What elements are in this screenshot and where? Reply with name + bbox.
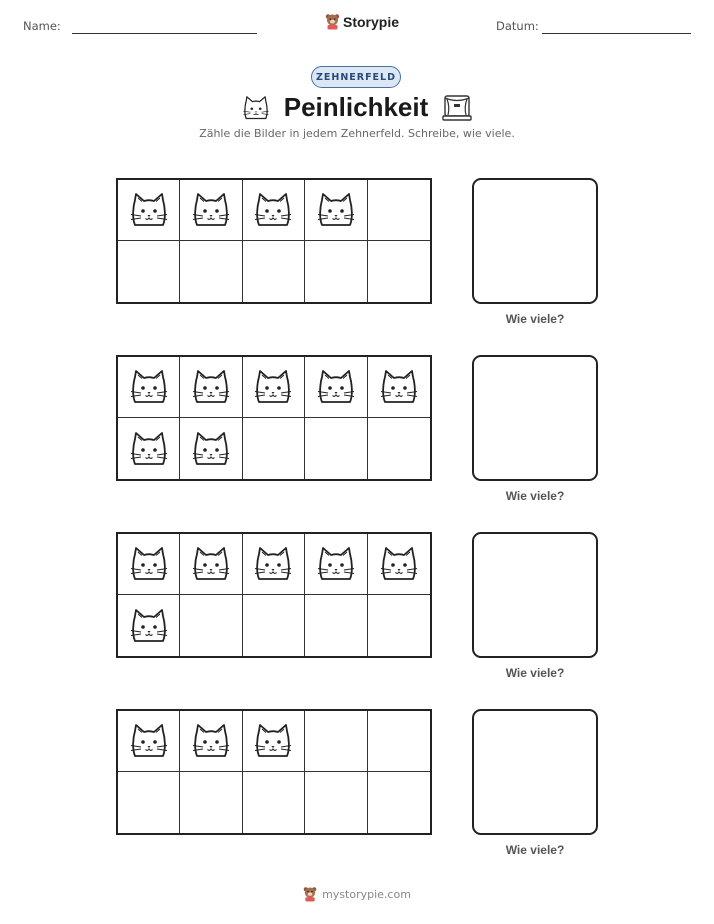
date-line[interactable] [542,33,691,34]
answer-box[interactable] [472,178,598,304]
title-row [0,92,714,123]
ten-frame-cell [118,357,180,418]
ten-frame-cell [118,418,180,479]
ten-frame-cell [368,534,430,595]
ten-frame-cell [118,711,180,772]
cat-face-icon [129,192,169,228]
answer-label: Wie viele? [505,489,565,503]
cat-icon [242,95,270,121]
cat-face-icon [316,546,356,582]
footer [0,886,714,902]
cat-face-icon [191,723,231,759]
ten-frame-cell [180,357,242,418]
brand-logo [325,13,399,30]
ten-frame-cell [305,595,367,656]
ten-frame [116,532,432,658]
ten-frame-cell [243,534,305,595]
topic-badge: ZEHNERFELD [311,66,401,88]
cat-face-icon [253,369,293,405]
theater-stage-icon [442,94,472,122]
cat-face-icon [191,192,231,228]
ten-frame-cell [368,711,430,772]
cat-face-icon [191,546,231,582]
cat-face-icon [253,192,293,228]
ten-frame-cell [305,357,367,418]
ten-frame-cell [243,180,305,241]
ten-frame-cell [243,357,305,418]
ten-frame [116,178,432,304]
ten-frame-cell [305,711,367,772]
ten-frame-cell [180,595,242,656]
cat-face-icon [316,192,356,228]
ten-frame-cell [243,418,305,479]
ten-frame-cell [368,595,430,656]
cat-face-icon [253,723,293,759]
ten-frame-cell [368,418,430,479]
cat-face-icon [379,546,419,582]
ten-frame-cell [368,357,430,418]
ten-frame-cell [305,180,367,241]
bear-mascot-icon [325,13,340,30]
instruction-text: Zähle die Bilder in jedem Zehnerfeld. Schreibe, wie viele. [199,127,515,140]
ten-frame-cell [243,595,305,656]
answer-box[interactable] [472,532,598,658]
ten-frame-cell [118,595,180,656]
cat-face-icon [129,546,169,582]
ten-frame-cell [243,241,305,302]
ten-frame-cell [305,772,367,833]
ten-frame-cell [368,241,430,302]
ten-frame [116,709,432,835]
cat-face-icon [129,608,169,644]
name-line[interactable] [72,33,257,34]
brand-name: Storypie [343,13,400,30]
ten-frame-cell [305,418,367,479]
answer-label: Wie viele? [505,843,565,857]
cat-face-icon [129,431,169,467]
ten-frame-cell [180,418,242,479]
answer-box[interactable] [472,709,598,835]
bear-mascot-icon [303,886,317,902]
ten-frame-cell [368,772,430,833]
ten-frame-cell [305,241,367,302]
ten-frame-cell [243,772,305,833]
ten-frame-cell [118,180,180,241]
ten-frame-cell [118,772,180,833]
ten-frame-cell [180,772,242,833]
cat-face-icon [129,369,169,405]
footer-url: mystorypie.com [322,887,411,901]
ten-frame [116,355,432,481]
ten-frame-cell [180,241,242,302]
cat-face-icon [253,546,293,582]
cat-face-icon [379,369,419,405]
ten-frame-cell [118,241,180,302]
answer-box[interactable] [472,355,598,481]
ten-frame-cell [243,711,305,772]
cat-face-icon [316,369,356,405]
answer-label: Wie viele? [505,666,565,680]
cat-face-icon [191,369,231,405]
ten-frame-cell [118,534,180,595]
ten-frame-cell [180,180,242,241]
cat-face-icon [191,431,231,467]
page-title: Peinlichkeit [283,92,429,122]
ten-frame-cell [305,534,367,595]
cat-face-icon [129,723,169,759]
ten-frame-cell [180,534,242,595]
answer-label: Wie viele? [505,312,565,326]
name-label: Name: [23,19,61,33]
ten-frame-cell [368,180,430,241]
date-label: Datum: [496,19,539,33]
ten-frame-cell [180,711,242,772]
